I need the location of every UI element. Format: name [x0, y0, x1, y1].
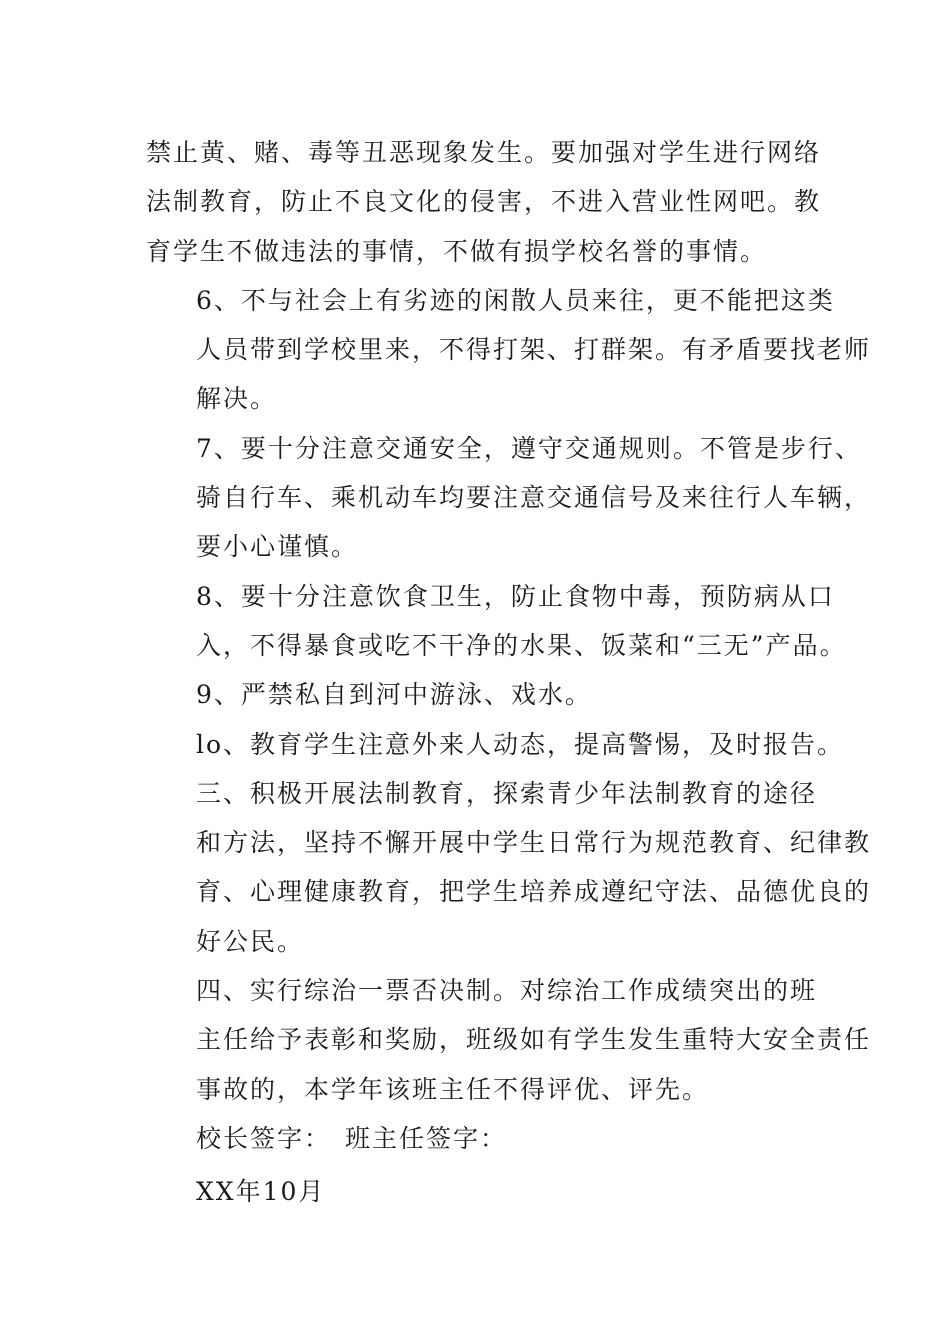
paragraph-p-cont	[146, 128, 822, 276]
paragraph-line: 7、要十分注意交通安全，遵守交通规则。不管是步行、	[196, 433, 862, 463]
paragraph-line: 育、心理健康教育，把学生培养成遵纪守法、品德优良的	[196, 877, 872, 907]
paragraph-line: 育学生不做违法的事情，不做有损学校名誉的事情。	[146, 236, 768, 266]
paragraph-p-3	[146, 769, 872, 966]
principal-signature-label: 校长签字：	[196, 1123, 332, 1153]
paragraph-line: 四、实行综治一票否决制。对综治工作成绩突出的班	[196, 976, 818, 1006]
document-date: XX年10月	[196, 1177, 326, 1207]
paragraph-line: lo、教育学生注意外来人动态，提高警惕，及时报告。	[196, 729, 845, 759]
paragraph-line: 事故的，本学年该班主任不得评优、评先。	[196, 1074, 710, 1104]
paragraph-line: 和方法，坚持不懈开展中学生日常行为规范教育、纪律教	[196, 828, 872, 858]
paragraph-p-9	[146, 670, 816, 719]
paragraph-line: 骑自行车、乘机动车均要注意交通信号及来往行人车辆，	[196, 483, 872, 513]
paragraph-p-8	[146, 572, 847, 671]
paragraph-line: 主任给予表彰和奖励，班级如有学生发生重特大安全责任	[196, 1025, 872, 1055]
paragraph-line: 法制教育，防止不良文化的侵害，不进入营业性网吧。教	[146, 187, 822, 217]
paragraph-list	[146, 128, 872, 1114]
paragraph-line: 三、积极开展法制教育，探索青少年法制教育的途径	[196, 778, 818, 808]
paragraph-line: 要小心谨慎。	[196, 532, 359, 562]
paragraph-line: 禁止黄、赌、毒等丑恶现象发生。要加强对学生进行网络	[146, 138, 822, 167]
document-body	[146, 128, 872, 1217]
paragraph-line: 9、严禁私自到河中游泳、戏水。	[196, 680, 592, 710]
head-teacher-signature-label: 班主任签字：	[345, 1123, 508, 1153]
paragraph-p-7	[146, 424, 872, 572]
paragraph-line: 入，不得暴食或吃不干净的水果、饭菜和“三无”产品。	[196, 630, 847, 660]
paragraph-line: 解决。	[196, 384, 278, 414]
paragraph-line: 6、不与社会上有劣迹的闲散人员来往，更不能把这类	[196, 285, 835, 315]
paragraph-p-10	[146, 720, 845, 769]
paragraph-p-6	[146, 276, 872, 424]
paragraph-line: 8、要十分注意饮食卫生，防止食物中毒，预防病从口	[196, 581, 835, 611]
signature-line	[146, 1114, 816, 1163]
paragraph-p-4	[146, 966, 872, 1114]
paragraph-line: 人员带到学校里来，不得打架、打群架。有矛盾要找老师	[196, 335, 872, 365]
paragraph-line: 好公民。	[196, 926, 305, 956]
